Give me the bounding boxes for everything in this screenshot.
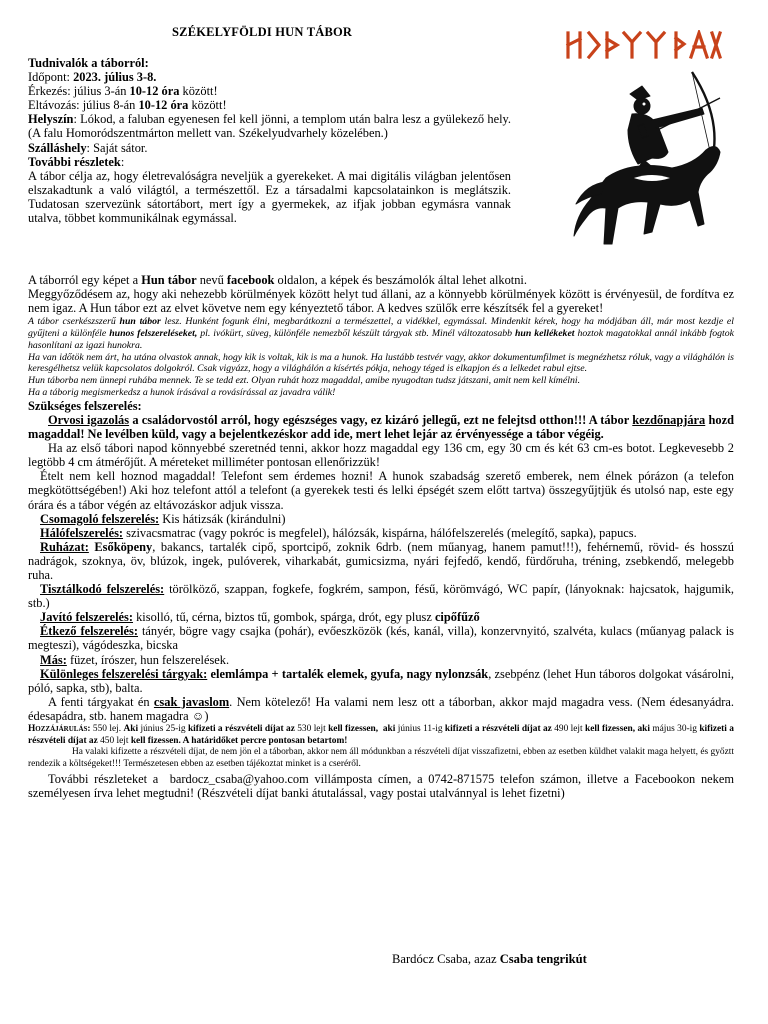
clothing-label: Ruházat:	[40, 539, 89, 554]
sleep-line	[28, 526, 734, 540]
refund-paragraph: Ha valaki kifizette a részvételi díjat, de nem jön el a táborban, akkor nem áll módunkban a részvételi díjat visszafizetni, ebben az esetben küldhet valakit maga helyett, és győztt rendezik a költségeket!!! Természetesen ebben az esetben tájékoztat minket is a cseréről.	[28, 747, 737, 769]
fee-t14: kell fizessen. A határidőket percre pontosan betartom!	[130, 735, 348, 746]
italic-para-2: Ha van időtök nem árt, ha utána olvastok annak, hogy kik is voltak, kik is ma a hunok. Ha lustább testvér vagy, akkor dokumentumfilmet is megnézhetsz róluk, vagy a világhálón is keresgélhetsz velük kapcsolatos dolgokról. Csak vigyázz, hogy a világhálón a kísértés pókja, nehogy téged is elkapjon és a lelkedet rabul ejtse.	[28, 351, 737, 375]
fee-paragraph	[28, 724, 737, 747]
it1-d: hunos felszereléseket,	[109, 328, 198, 340]
fb-text-a: A táborról egy képet a	[28, 273, 142, 287]
signature-title: Csaba tengrikút	[499, 952, 587, 966]
hygiene-label: Tisztálkodó felszerelés:	[40, 582, 165, 597]
suggestion-line	[28, 694, 738, 723]
clothing-text: , bakancs, tartalék cipő, sportcipő, zoknik 6drb. (nem műanyag, hanem pamut!!!), fehérnemű, rövid- és hosszú nadrágok, szoknya, öv, blúzok, ingek, pulóverek, viharkabát, gumicsizma, nyári fejfedő, kendő, fürdőruha, tréning, zsebkendő, melegebb ruha.	[28, 539, 738, 582]
sleep-label: Hálófelszerelés:	[40, 525, 124, 540]
place-line	[28, 112, 515, 141]
fb-text-e: oldalon, a képek és beszámolók által lehet alkotni.	[274, 273, 527, 287]
food-phone-paragraph: Ételt nem kell hoznod magaddal! Telefont sem érdemes hozni! A hunok szabadság szerető emberek, nem élnek pórázon (a telefon megkötöttségében!) Aki hoz telefont attól a telefont (a gyerekek testi és lelki épségét szem előtt tartva) összegyűjtjük és utolsó nap, este egy órára és a tábor végén az eltávozáskor adjuk vissza.	[28, 469, 738, 512]
fee-t12: kifizeti a részvételi díjat az	[28, 724, 737, 746]
it1-a: A tábor cserkészszerű	[28, 316, 120, 328]
page-title: SZÉKELYFÖLDI HUN TÁBOR	[172, 25, 353, 39]
equipment-heading: Szükséges felszerelés:	[28, 398, 142, 413]
fee-t10: kell fizessen, aki	[585, 724, 650, 735]
req-text-b: a családorvostól arról, hogy egészséges vagy, ez kizáró jellegű, ezt ne felejtsd otthon!!! A tábor	[129, 412, 633, 427]
pack-text: Kis hátizsák (kirándulni)	[159, 511, 286, 526]
date-label: Időpont	[28, 70, 67, 85]
sleep-text: szivacsmatrac (vagy pokróc is megfelel), hálózsák, kispárna, hálófelszerelés (melegítő, sapka), papucs.	[123, 525, 637, 540]
req-first-day: kezdőnapjára	[632, 412, 706, 427]
it1-c: lesz. Hunként fogunk élni, megbarátkozni a természettel, a vidékkel, egymással. Mindenkit kérek, hogy ha módjában áll, már most kezdje el gyűjteni a különféle	[28, 316, 737, 340]
medical-requirement	[28, 412, 738, 442]
fee-t4: kifizeti a részvételi díjat az	[187, 724, 295, 735]
other-text: füzet, írószer, hun felszerelések.	[66, 652, 230, 667]
fee-label: Hozzájárulás:	[28, 724, 91, 735]
lodging-text: : Saját sátor.	[86, 140, 148, 155]
fee-t3: június 25-ig	[138, 724, 188, 735]
special-text: , zsebpénz (lehet Hun táboros dolgokat vásárolni, póló, sapka, stb), balta.	[28, 666, 738, 695]
sticks-paragraph: Ha az első tábori napod könnyebbé szeretnéd tenni, akkor hozz magaddal egy 136 cm, egy 30 cm és két 63 cm-es botot. Legkevesebb 2 legtöbb 4 cm átmérőjűt. A méreteket milliméter pontosan ellenőrizzük!	[28, 441, 738, 470]
place-label: Helyszín	[28, 112, 74, 127]
repair-label: Javító felszerelés:	[40, 610, 134, 625]
info-heading: Tudnivalók a táborról:	[28, 56, 149, 70]
fee-t13: 450 lejt	[97, 735, 131, 746]
more-label: További részletek	[28, 154, 121, 169]
eating-line	[28, 624, 738, 653]
arrival-line	[28, 84, 511, 98]
special-label: Különleges felszerelési tárgyak:	[40, 666, 208, 681]
italic-para-3: Hun táborba nem ünnepi ruhába mennek. Te se tedd ezt. Olyan ruhát hozz magaddal, amibe nyugodtan tudsz játszani, amit nem kell kímélni.	[28, 375, 581, 387]
clothing-line	[28, 539, 738, 582]
departure-line	[28, 98, 511, 112]
body-block	[28, 273, 738, 801]
fee-t1: 550 lej.	[90, 724, 124, 735]
place-text: : Lókod, a faluban egyenesen fel kell jönni, a templom után balra lesz a gyülekező hely. (A falu Homoródszentmárton mellett van. Székelyudvarhely közelében.)	[28, 112, 515, 141]
more-colon: :	[120, 154, 125, 169]
signature-name: Bardócz Csaba, azaz	[392, 952, 500, 966]
lodging-label: Szálláshely	[28, 140, 87, 155]
italic-para-1	[28, 316, 737, 351]
pack-line	[28, 512, 734, 526]
clothing-raincoat: Esőköpeny	[94, 539, 153, 554]
it1-e: pl. ivókürt, süveg, különféle nemezből készült tárgyak stb. Minél változatosabb	[197, 328, 515, 340]
sugg-c: . Nem kötelező! Ha valami nem lesz ott a táborban, akkor majd magadra vess. (Nem édesanyádra. édesapádra, stb. hanem magadra ☺)	[28, 694, 738, 723]
eating-text: tányér, bögre vagy csajka (pohár), evőeszközök (kés, kanál, villa), konzervnyitó, szalvéta, kulacs (műanyag palack is megteszi), vágódeszka, bicska	[28, 624, 738, 653]
it1-b: hun tábor	[119, 316, 161, 328]
sugg-b: csak javaslom	[153, 694, 230, 709]
hygiene-text: törölköző, szappan, fogkefe, fogkrém, sampon, fésű, körömvágó, WC papír, (lányoknak: hajcsatok, hajgumik, stb.)	[28, 582, 738, 611]
departure-time: 10-12 óra	[138, 98, 189, 113]
mounted-archer-illustration	[572, 68, 727, 256]
departure-text: Eltávozás: július 8-án	[28, 98, 139, 113]
fee-t11: május 30-ig	[649, 724, 700, 735]
arrival-end: között!	[179, 84, 218, 99]
other-line	[28, 653, 734, 667]
other-label: Más:	[40, 652, 67, 667]
date-line: Időpont: 2023. július 3-8.	[28, 70, 157, 85]
it1-g: hoztok magatokkal annál inkább fogtok hasonlítani az igazi hunokra.	[28, 328, 737, 351]
lodging-line	[28, 141, 511, 155]
req-medical: Orvosi igazolás	[48, 412, 130, 427]
info-block	[28, 56, 515, 226]
fee-t5: 530 lejt	[294, 724, 329, 735]
eating-label: Étkező felszerelés:	[40, 624, 138, 639]
departure-end: között!	[188, 98, 227, 113]
repair-text: kisolló, tű, cérna, biztos tű, gombok, spárga, drót, egy plusz	[133, 610, 435, 625]
repair-line	[28, 610, 734, 624]
facebook-line	[28, 273, 734, 287]
fb-facebook: facebook	[226, 273, 275, 287]
repair-shoelace: cipőfűző	[434, 610, 480, 625]
fee-t6: kell fizessen, aki	[328, 724, 396, 735]
fee-t8: kifizeti a részvételi díjat az	[444, 724, 552, 735]
fee-t7: június 11-ig	[395, 724, 445, 735]
special-bold: elemlámpa + tartalék elemek, gyufa, nagy nylonzsák	[207, 666, 489, 681]
pack-label: Csomagoló felszerelés:	[40, 511, 160, 526]
italic-para-4: Ha a táborig megismerkedsz a hunok írásával a rovásírással az javadra válik!	[28, 387, 336, 399]
fee-t2: Aki	[123, 724, 139, 735]
conviction-paragraph: Meggyőződésem az, hogy aki nehezebb körülmények között helyt tud állani, az a könnyebb körülmények között is érvényesül, de fordítva ez nem igaz. A Hun tábor ezt az elvet követve nem egy kényeztető tábor. A kedves szülők erre készítsék fel a gyereket!	[28, 287, 738, 316]
sugg-a: A fenti tárgyakat én	[48, 694, 154, 709]
fee-t9: 490 lejt	[551, 724, 586, 735]
fb-hun-tabor: Hun tábor	[141, 273, 197, 287]
hygiene-line	[28, 582, 738, 611]
runic-logo	[560, 30, 722, 60]
purpose-text: A tábor célja az, hogy életrevalóságra neveljük a gyerekeket. A mai digitális világban jelentősen elszakadtunk a való világtól, a természettől. Ez a társadalmi kapcsolatainkon is meglátszik. Tudatosan szervezünk sátortábort, mert így a gyermekek, az ifjak jobban egymásra vannak utalva, többet kommunikálnak egymással.	[28, 168, 515, 226]
it1-f: hun kellékeket	[514, 328, 575, 340]
date-value: 2023. július 3-8.	[73, 70, 157, 85]
arrival-time: 10-12 óra	[129, 84, 180, 99]
signature	[392, 952, 587, 967]
special-line	[28, 666, 738, 695]
more-heading-line	[28, 155, 511, 169]
fb-text-c: nevű	[196, 273, 227, 287]
req-text-d: hozd magaddal! Ne levélben küld, vagy a bejelentkezéskor add ide, mert lehet lejár az érvényessége a tábor végéig.	[28, 412, 738, 442]
arrival-text: Érkezés: július 3-án	[28, 84, 130, 99]
contact-paragraph: További részleteket a bardocz_csaba@yahoo.com villámposta címen, a 0742-871575 telefon számon, illetve a Facebookon nekem személyesen írva lehet megtudni! (Részvételi díjat banki átutalással, vagy postai utalvánnyal is lehet fizetni)	[28, 772, 738, 801]
